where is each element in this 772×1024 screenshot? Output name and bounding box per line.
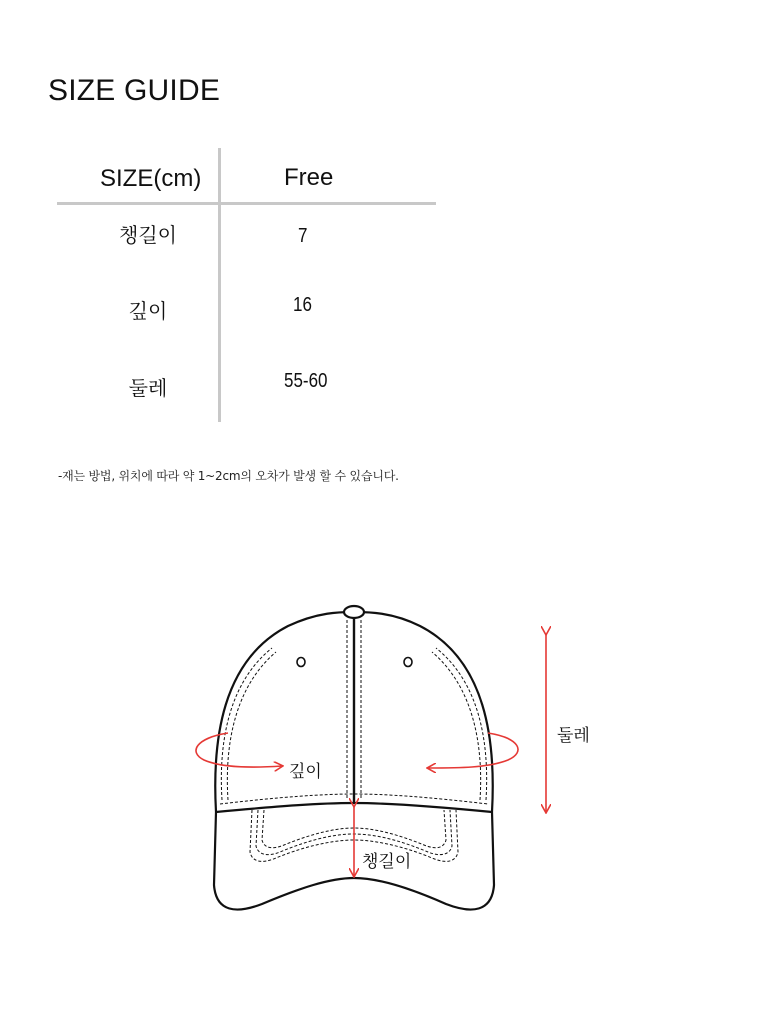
depth-label: 깊이 bbox=[289, 762, 322, 782]
page-title: SIZE GUIDE bbox=[48, 74, 221, 107]
row-label-brim-length: 챙길이 bbox=[119, 223, 177, 247]
circumference-label: 둘레 bbox=[557, 726, 590, 746]
row-label-circumference: 둘레 bbox=[128, 376, 168, 400]
table-header-size: SIZE(cm) bbox=[100, 165, 202, 192]
depth-arrow-right bbox=[428, 733, 518, 768]
row-value-depth: 16 bbox=[293, 294, 312, 316]
row-value-brim-length: 7 bbox=[298, 225, 308, 247]
brim-length-label: 챙길이 bbox=[362, 852, 412, 872]
table-header-free: Free bbox=[284, 164, 334, 191]
row-value-circumference: 55-60 bbox=[284, 370, 328, 392]
row-label-depth: 깊이 bbox=[128, 299, 168, 323]
measurement-note: -재는 방법, 위치에 따라 약 1~2cm의 오차가 발생 할 수 있습니다. bbox=[58, 469, 399, 483]
depth-arrow-left bbox=[196, 733, 282, 767]
